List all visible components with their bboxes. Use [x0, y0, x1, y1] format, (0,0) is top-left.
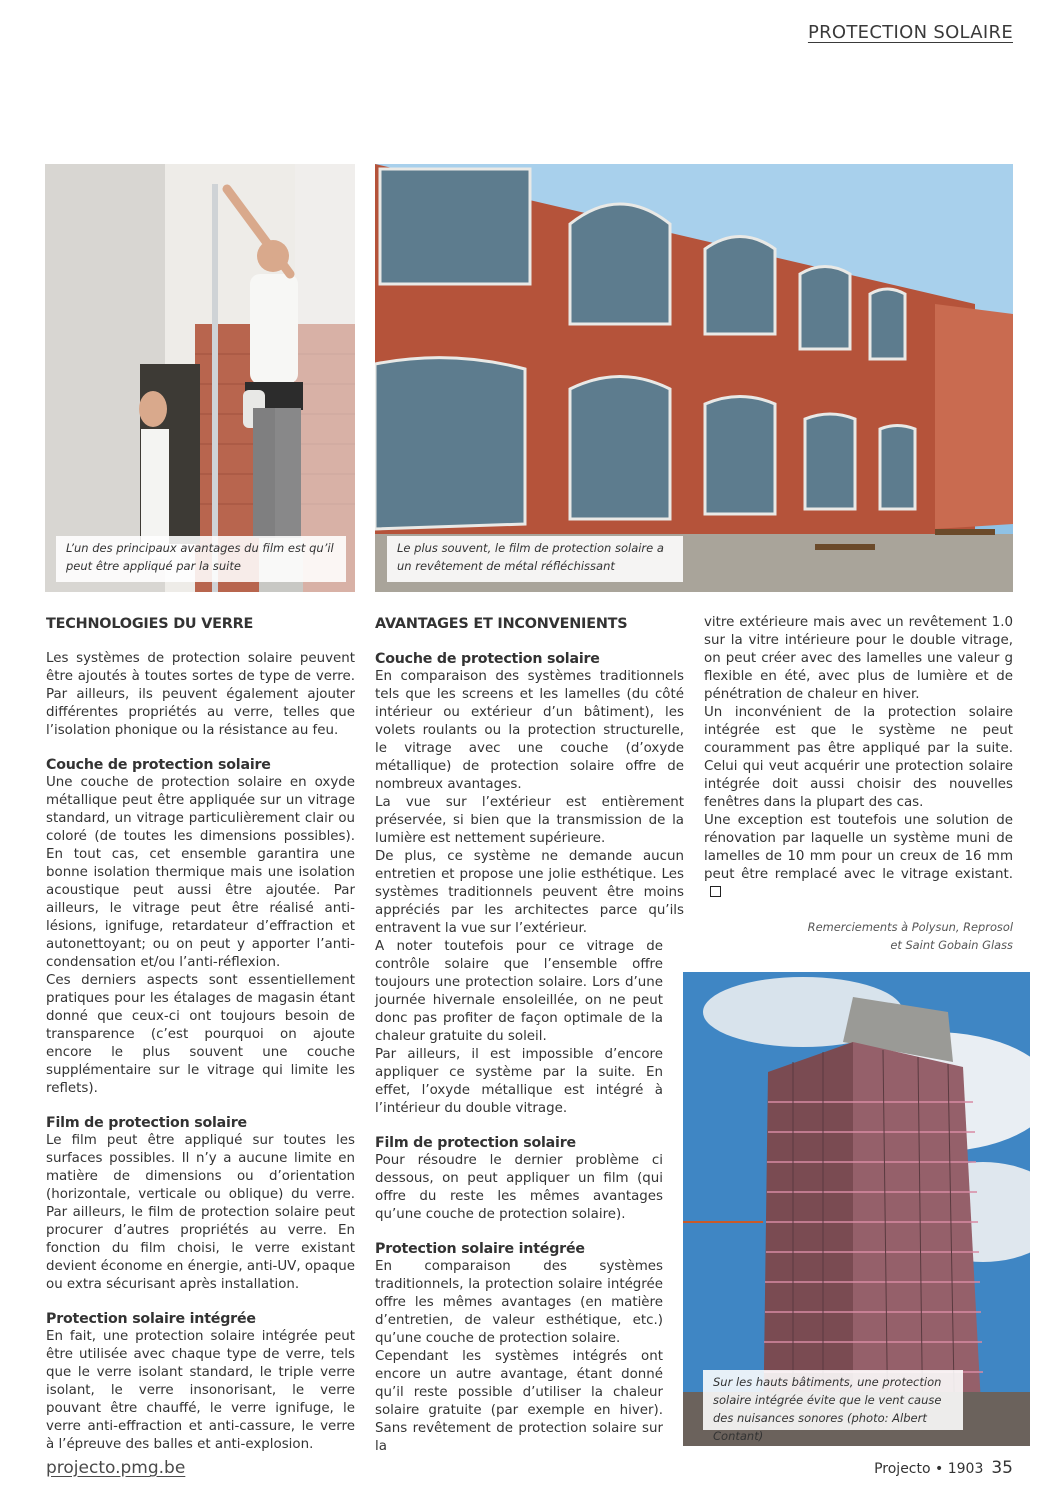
paragraph: vitre extérieure mais avec un revêtement 1.0 sur la vitre intérieure pour le double vitrage, on peut créer avec des lamelles une valeur g flexible en été, avec plus de lumière et de pénétration de chaleur en hiver. [704, 615, 1013, 702]
paragraph: En comparaison des systèmes traditionnels tels que les screens et les lamelles (du côté intérieur ou extérieur d’un bâtiment), les volets roulants ou la protection structurelle, le vitrage avec une couche (d’oxyde métallique) de protection solaire offre de nombreux avantages. [375, 669, 684, 792]
photo-worker [45, 164, 355, 592]
paragraph: Pour résoudre le dernier problème ci dessous, on peut appliquer un film (qui offre du reste les mêmes avantages qu’une couche de protection solaire). [375, 1153, 663, 1222]
paragraph: Un inconvénient de la protection solaire intégrée est que le système ne peut couramment pas être appliqué par la suite. Celui qui veut acquérir une protection solaire intégrée doit aussi choisir des nouvelles fenêtres dans la plupart des cas. [704, 705, 1013, 810]
section-heading: AVANTAGES ET INCONVENIENTS [375, 616, 628, 632]
subheading: Film de protection solaire [375, 1135, 576, 1151]
magazine-issue: Projecto • 1903 [874, 1461, 984, 1477]
acknowledgement-line: Remerciements à Polysun, Reprosol [807, 920, 1013, 934]
paragraph: La vue sur l’extérieur est entièrement préservée, si bien que la transmission de la lumière est nettement supérieure. [375, 795, 684, 846]
column-3 [704, 614, 1013, 954]
paragraph-text: Une exception est toutefois une solution de rénovation par laquelle un système muni de lamelles de 10 mm pour un creux de 16 mm peut être remplacé avec le vitrage existant. [704, 813, 1013, 882]
paragraph: De plus, ce système ne demande aucun entretien et propose une jolie esthétique. Les systèmes traditionnels peuvent être moins appréciés par les architectes parce qu’ils entravent la vue sur l’extérieur. [375, 849, 684, 936]
section-label: PROTECTION SOLAIRE [807, 22, 1013, 43]
paragraph: Le film peut être appliqué sur toutes les surfaces possibles. Il n’y a aucune limite en matière de dimensions ou d’orientation (horizontale, verticale ou oblique) du verre. Par ailleurs, le film de protection solaire peut procurer d’autres propriétés au verre. En fonction du film choisi, le verre existant devient économe en énergie, anti-UV, opaque ou extra sécurisant après installation. [46, 1133, 355, 1292]
photo-caption: Le plus souvent, le film de protection solaire a un revêtement de métal réfléchissant [387, 536, 683, 582]
photo-caption: Sur les hauts bâtiments, une protection solaire intégrée évite que le vent cause des nuisances sonores (photo: Albert Contant) [703, 1370, 963, 1430]
paragraph: Ces derniers aspects sont essentiellement pratiques pour les étalages de magasin étant donné que ceux-ci ont toujours besoin de transparence (c’est pourquoi on ajoute encore le plus souvent une couche supplémentaire sur le vitrage qui limite les reflets). [46, 973, 355, 1096]
paragraph: Cependant les systèmes intégrés ont encore un autre avantage, étant donné qu’il reste possible d’utiliser la chaleur solaire gratuite (par exemple en hiver). Sans revêtement de protection solaire sur la [375, 1349, 663, 1454]
paragraph: En fait, une protection solaire intégrée peut être utilisée avec chaque type de verre, tels que le verre isolant standard, le triple verre isolant, le verre insonorisant, le verre pouvant être chauffé, le verre ignifuge, le verre anti-effraction et anti-cassure, le verre à l’épreuve des balles et anti-explosion. [46, 1329, 355, 1452]
subheading: Couche de protection solaire [375, 651, 600, 667]
section-heading: TECHNOLOGIES DU VERRE [46, 616, 254, 632]
paragraph: Par ailleurs, il est impossible d’encore appliquer ce système par la suite. En effet, l’oxyde métallique est intégré à l’intérieur du double vitrage. [375, 1047, 663, 1116]
photo-tower [683, 972, 1030, 1446]
page-number: 35 [991, 1458, 1013, 1478]
paragraph: Une couche de protection solaire en oxyde métallique peut être appliquée sur un vitrage standard, un vitrage particulièrement clair ou coloré (de toutes les dimensions possibles). En tout cas, cet ensemble garantira une bonne isolation thermique mais une isolation acoustique peut aussi être ajoutée. Par ailleurs, le vitrage peut être réalisé anti-lésions, ignifuge, retardateur d’effraction et autonettoyant; ou on peut y apporter l’anti-condensation et/ou l’anti-réflexion. [46, 775, 355, 970]
subheading: Couche de protection solaire [46, 757, 271, 773]
paragraph: Les systèmes de protection solaire peuvent être ajoutés à toutes sortes de type de verre. Par ailleurs, ils peuvent également ajouter différentes propriétés au verre, telles que l’isolation phonique ou la résistance au feu. [46, 651, 355, 738]
photo-building [375, 164, 1013, 592]
worker-illustration [45, 164, 355, 592]
paragraph: A noter toutefois pour ce vitrage de contrôle solaire que l’ensemble offre toujours une protection solaire. Lors d’une journée hivernale ensoleillée, on ne peut donc pas profiter de façon optimale de la chaleur gratuite du soleil. [375, 939, 663, 1044]
subheading: Protection solaire intégrée [375, 1241, 585, 1257]
acknowledgement-line: et Saint Gobain Glass [890, 938, 1013, 952]
end-mark-icon [710, 886, 721, 897]
website-link[interactable]: projecto.pmg.be [46, 1458, 186, 1478]
subheading: Film de protection solaire [46, 1115, 247, 1131]
column-1 [46, 614, 355, 1454]
photo-caption: L’un des principaux avantages du film est qu’il peut être appliqué par la suite [56, 536, 346, 582]
column-2 [375, 614, 684, 1456]
paragraph: En comparaison des systèmes traditionnels, la protection solaire intégrée offre les mêmes avantages (en matière d’entretien, de valeur esthétique, etc.) qu’une couche de protection solaire. [375, 1259, 663, 1346]
subheading: Protection solaire intégrée [46, 1311, 256, 1327]
page-footer [874, 1458, 1013, 1478]
building-illustration [375, 164, 1013, 592]
paragraph [704, 812, 1013, 902]
